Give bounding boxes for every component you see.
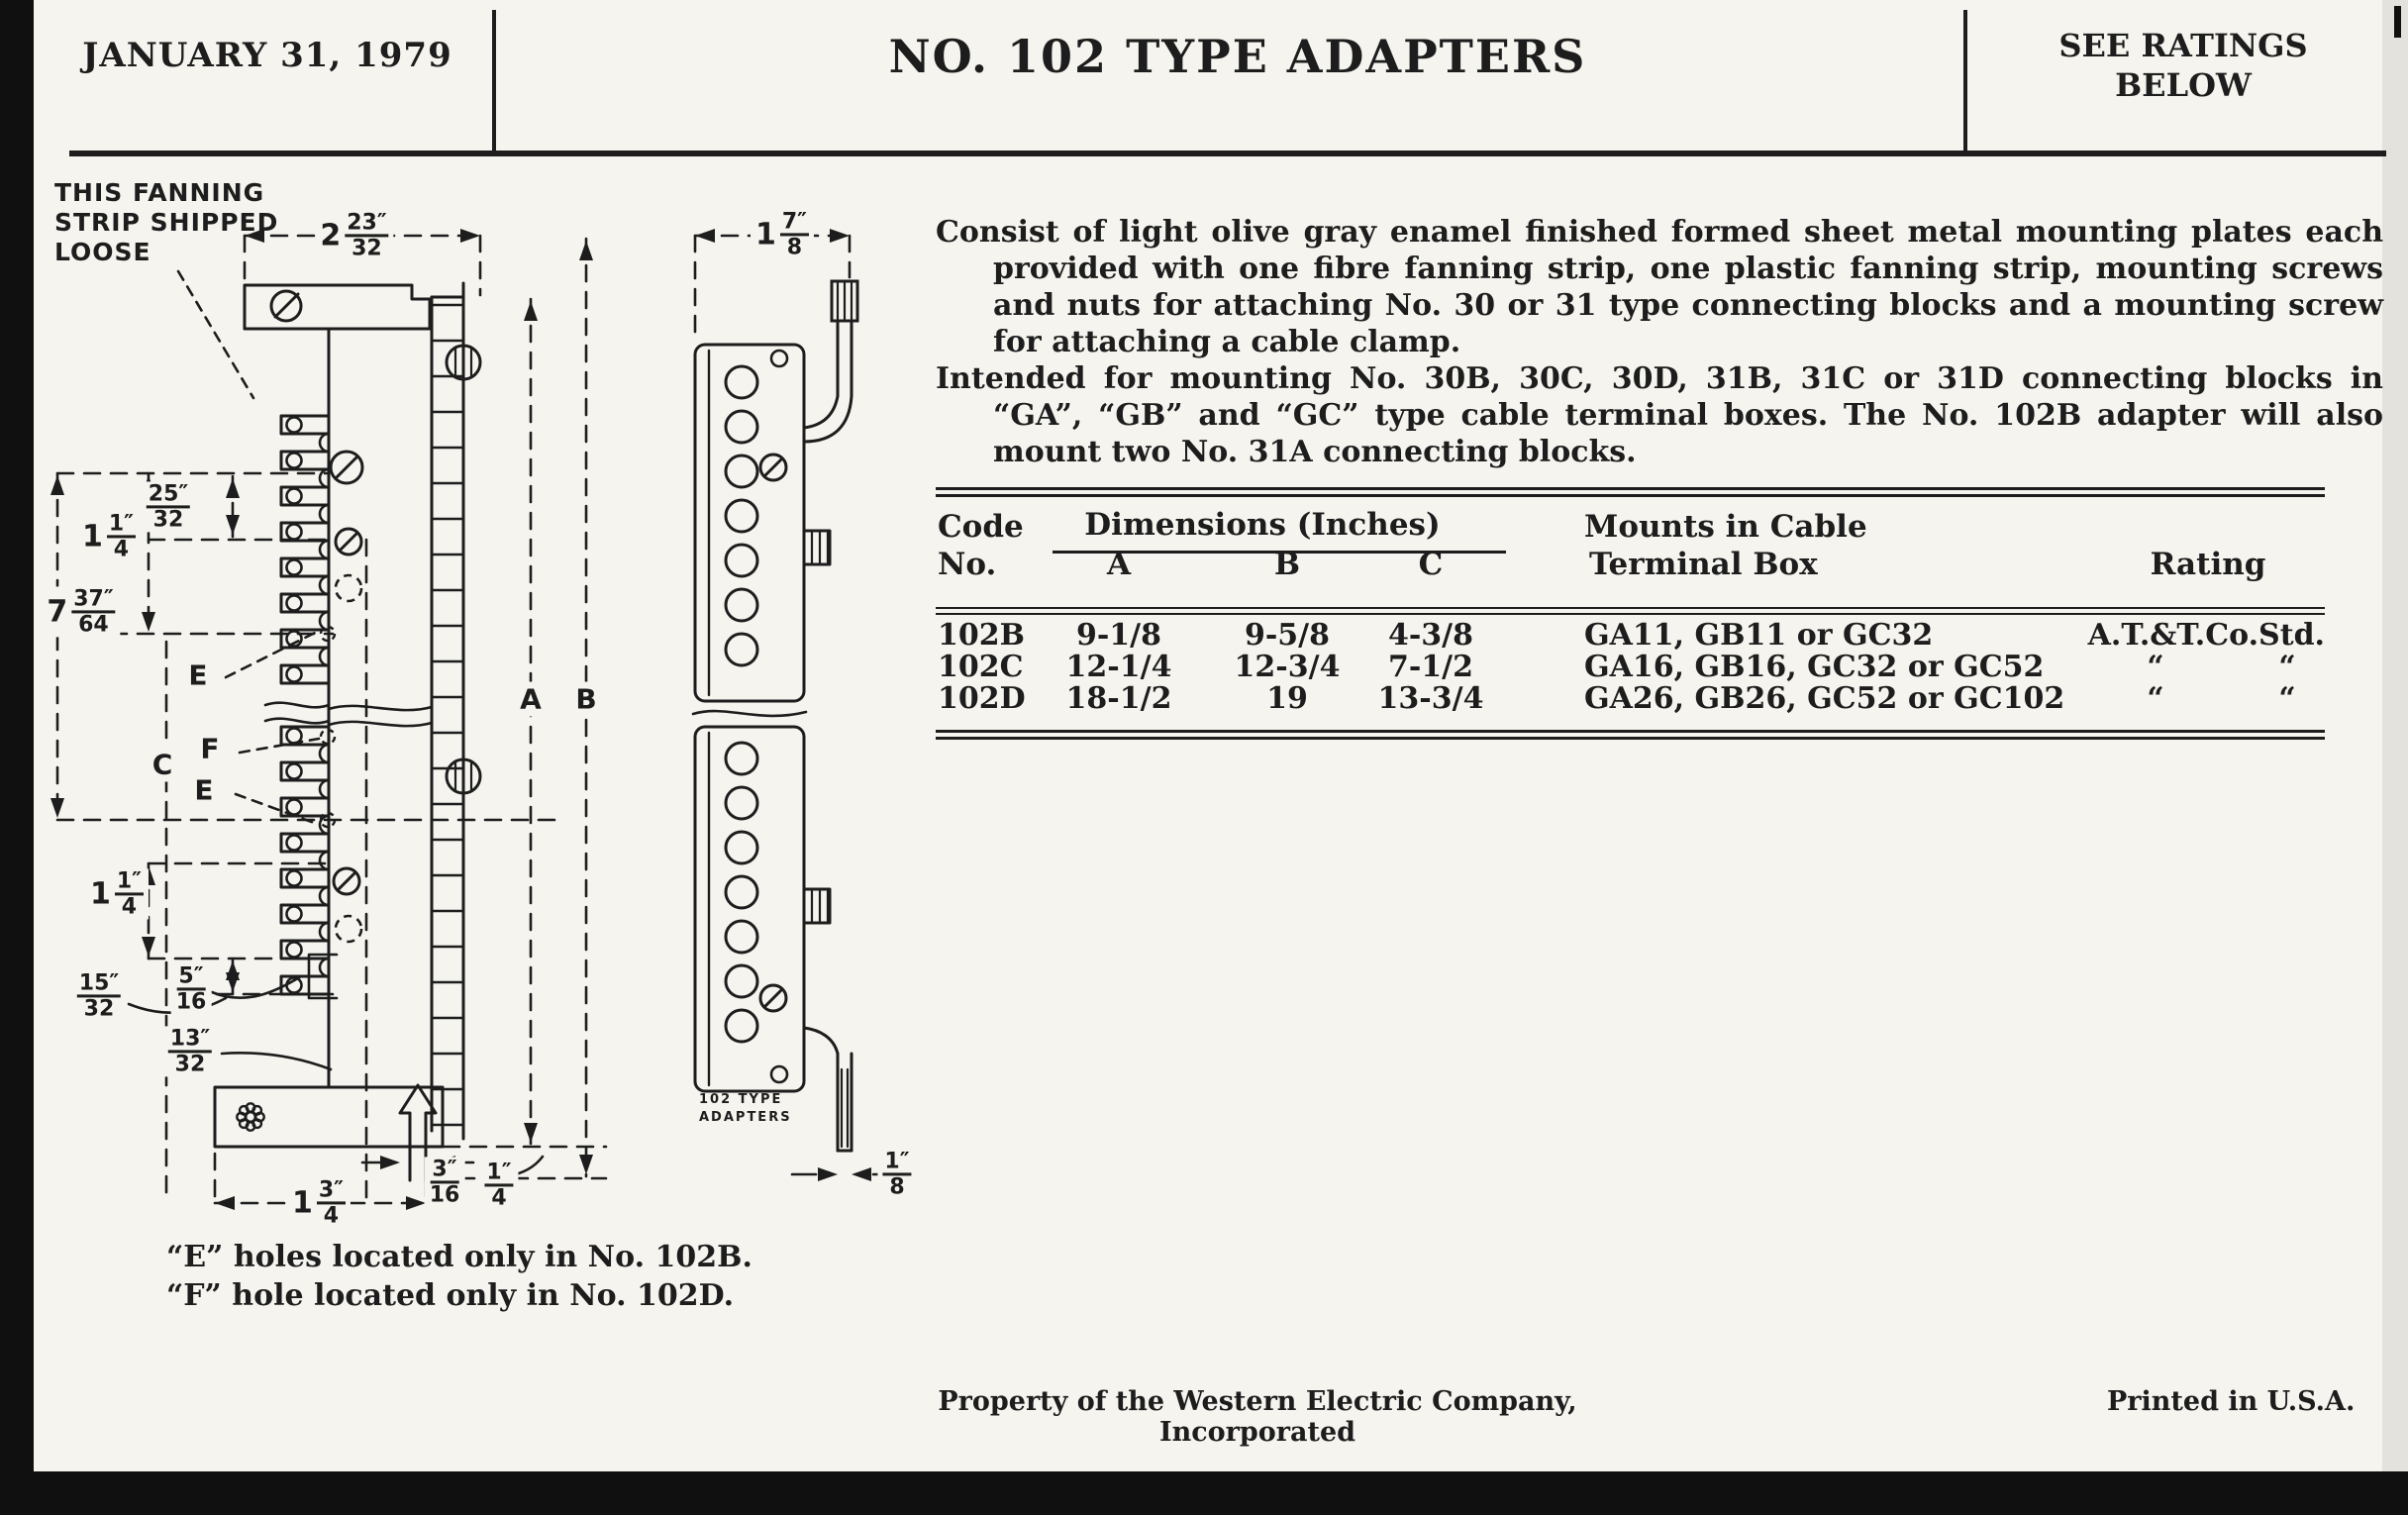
col-header-rating: Rating (2150, 547, 2266, 582)
table-row-mounts: GA11, GB11 or GC32 (1584, 618, 1934, 653)
hole-label-e2: E (189, 773, 218, 808)
rating-ditto-mark: “ (2147, 650, 2164, 684)
dim-front-width: 2 23″ 32 (315, 210, 393, 260)
scan-edge-tick (2394, 6, 2401, 38)
col-header-code-2: No. (938, 547, 997, 582)
hole-label-e1: E (183, 658, 212, 693)
table-rule-mid-2 (936, 613, 2325, 615)
scan-edge-bottom (0, 1471, 2408, 1515)
dim-label-a: A (515, 682, 547, 717)
table-row-dim-c: 4-3/8 (1387, 618, 1474, 653)
table-row-dim-b: 9-5/8 (1244, 618, 1331, 653)
fanning-strip-note (54, 178, 278, 267)
footer-property: Property of the Western Electric Company, Incorporated (938, 1386, 1577, 1448)
table-row-dim-a: 18-1/2 (1065, 681, 1172, 716)
dim-hole-pitch-top: 1 1″ 4 (77, 511, 141, 561)
header-rule (69, 151, 2386, 156)
dim-stem-width: 3″ 16 (425, 1157, 465, 1207)
table-row-rating: A.T.&T.Co.Std. (2087, 618, 2325, 653)
dim-edge-offset: 15″ 32 (72, 970, 126, 1021)
table-row-mounts: GA26, GB26, GC52 or GC102 (1584, 681, 2065, 716)
rating-ditto-mark: “ (2278, 650, 2296, 684)
spec-table (936, 485, 2325, 743)
side-view-caption-line2: ADAPTERS (699, 1110, 792, 1125)
dim-plate-span: 7 37″ 64 (42, 586, 120, 637)
scan-edge-left (0, 0, 34, 1515)
dim-foot-gap: 1″ 4 (479, 1160, 518, 1210)
table-row-mounts: GA16, GB16, GC32 or GC52 (1584, 650, 2045, 684)
page-title: NO. 102 TYPE ADAPTERS (888, 30, 1587, 83)
col-header-c: C (1418, 547, 1444, 582)
table-row-dim-b: 19 (1266, 681, 1308, 716)
col-header-dimensions: Dimensions (Inches) (1084, 507, 1441, 543)
table-rule-bottom-2 (936, 737, 2325, 740)
dim-tooth-pitch: 5″ 16 (171, 963, 212, 1014)
side-view-caption (699, 1091, 792, 1127)
col-header-mounts-2: Terminal Box (1589, 547, 1818, 582)
body-paragraph-1: Consist of light olive gray enamel finished formed sheet metal mounting plates each provided with one fibre fanning strip, one plastic fanning strip, mounting screws and nuts for attaching No. 30 or 31 type connecting blocks and a mounting screw for attaching a cable clamp. (936, 215, 2383, 359)
note-f-hole: “F” hole located only in No. 102D. (166, 1278, 735, 1313)
ratings-note-line1: SEE RATINGS (2058, 27, 2308, 64)
col-header-code-1: Code (938, 509, 1024, 545)
header-divider-right (1963, 10, 1967, 156)
body-paragraph-2: Intended for mounting No. 30B, 30C, 30D, 31B, 31C or 31D connecting blocks in “GA”, “GB” and “GC” type cable terminal boxes. The No. 102B adapter will also mount two No. 31A connecting blocks. (936, 361, 2383, 469)
table-row-code: 102C (938, 650, 1024, 684)
table-row-dim-c: 7-1/2 (1387, 650, 1474, 684)
dim-label-c: C (148, 748, 178, 782)
fanning-strip-note-line2: STRIP SHIPPED (54, 208, 279, 237)
dim-label-b: B (570, 682, 601, 717)
drawing-notes (166, 1238, 752, 1315)
dim-side-foot: 1″ 8 (877, 1149, 916, 1199)
table-row-dim-a: 12-1/4 (1065, 650, 1172, 684)
hole-label-f: F (195, 732, 224, 766)
header-date: JANUARY 31, 1979 (82, 36, 452, 75)
dim-hole-pitch-bottom: 1 1″ 4 (85, 868, 149, 919)
col-header-mounts-1: Mounts in Cable (1584, 509, 1867, 545)
dim-side-width: 1 7″ 8 (751, 209, 814, 259)
table-rule-top-1 (936, 487, 2325, 490)
fanning-strip-note-line3: LOOSE (54, 238, 151, 266)
side-view-caption-line1: 102 TYPE (699, 1092, 783, 1107)
ratings-note (1990, 26, 2376, 105)
col-header-a: A (1106, 547, 1132, 582)
rating-ditto-mark: “ (2278, 681, 2296, 716)
fanning-strip-note-line1: THIS FANNING (54, 178, 265, 207)
table-rule-bottom-1 (936, 730, 2325, 733)
dim-ear-offset: 13″ 32 (163, 1026, 217, 1076)
table-rule-top-2 (936, 494, 2325, 497)
table-row-dim-c: 13-3/4 (1377, 681, 1484, 716)
ratings-note-line2: BELOW (2115, 66, 2252, 104)
header-divider-left (492, 10, 496, 156)
table-rule-mid-1 (936, 607, 2325, 609)
dim-hole-offset: 25″ 32 (142, 481, 195, 532)
table-row-code: 102D (938, 681, 1026, 716)
table-row-dim-b: 12-3/4 (1234, 650, 1341, 684)
table-row-code: 102B (938, 618, 1025, 653)
table-row-dim-a: 9-1/8 (1075, 618, 1162, 653)
dim-ear-width: 1 3″ 4 (287, 1177, 351, 1228)
note-e-holes: “E” holes located only in No. 102B. (166, 1240, 752, 1274)
rating-ditto-mark: “ (2147, 681, 2164, 716)
footer-printed: Printed in U.S.A. (2107, 1386, 2356, 1417)
col-header-b: B (1273, 547, 1301, 582)
